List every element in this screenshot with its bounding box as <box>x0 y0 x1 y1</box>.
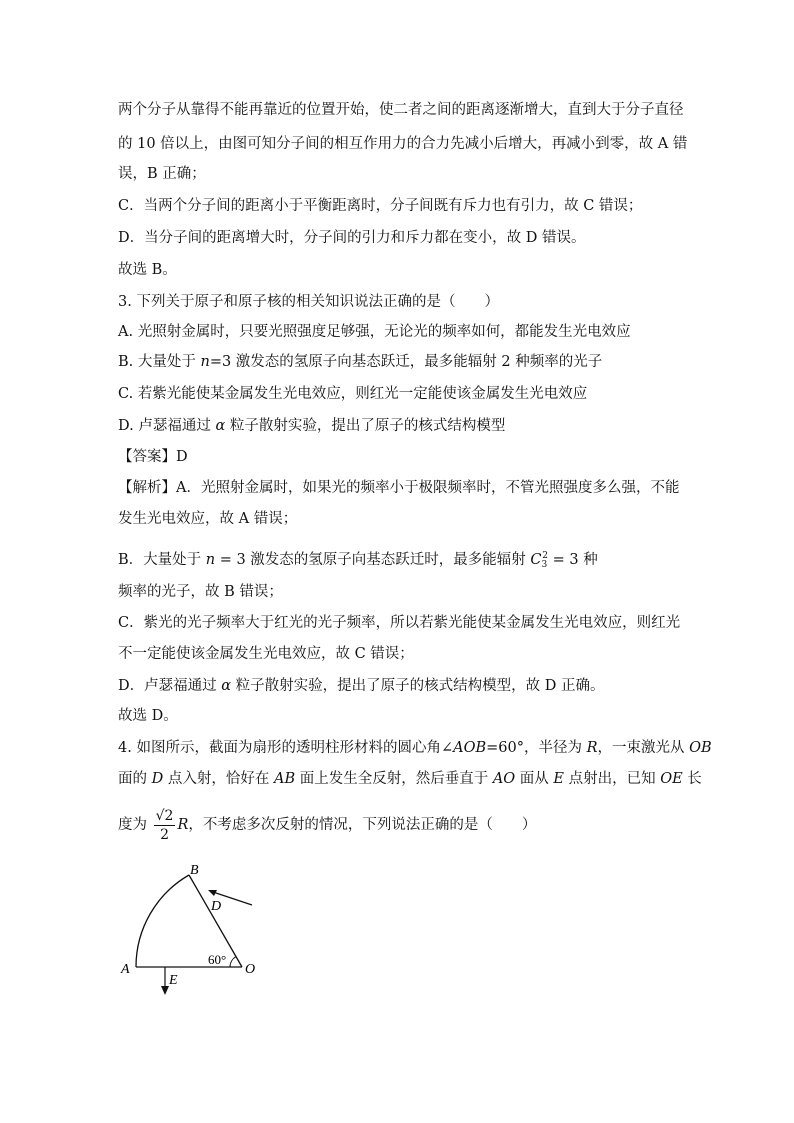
q2-solution-line-1: 两个分子从靠得不能再靠近的位置开始，使二者之间的距离逐渐增大，直到大于分子直径 <box>118 102 684 118</box>
label-o: O <box>245 962 256 977</box>
q3-explanation-line-4: 频率的光子，故 B 错误； <box>118 584 283 600</box>
exit-ray-arrowhead <box>161 986 169 995</box>
arc-ab <box>136 875 189 967</box>
q3-explanation-line-7: D．卢瑟福通过 α 粒子散射实验，提出了原子的核式结构模型，故 D 正确。 <box>118 678 605 694</box>
q4-stem-line-1: 4. 如图所示，截面为扇形的透明柱形材料的圆心角∠AOB=60°，半径为 R，一束激光从 OB <box>118 740 712 756</box>
q3-option-d: D. 卢瑟福通过 α 粒子散射实验，提出了原子的核式结构模型 <box>118 418 506 434</box>
label-e: E <box>169 973 178 988</box>
q3-explanation-line-2: 发生光电效应，故 A 错误； <box>118 511 298 527</box>
q3-option-a: A. 光照射金属时，只要光照强度足够强，无论光的频率如何，都能发生光电效应 <box>118 324 631 340</box>
sector-diagram <box>110 855 280 1000</box>
q2-solution-line-4: C．当两个分子间的距离小于平衡距离时，分子间既有斥力也有引力，故 C 错误； <box>118 198 643 214</box>
q4-stem-line-3: 度为 $\frac{√2}{2}$ R，不考虑多次反射的情况，下列说法正确的是（ ） <box>118 807 537 843</box>
q4-stem-line-2: 面的 D 点入射，恰好在 AB 面上发生全反射，然后垂直于 AO 面从 E 点射出，已知 OE 长 <box>118 771 702 787</box>
q3-stem: 3. 下列关于原子和原子核的相关知识说法正确的是（ ） <box>118 294 499 310</box>
q2-solution-line-2: 的 10 倍以上，由图可知分子间的相互作用力的合力先减小后增大，再减小到零，故 A 错 <box>118 136 688 152</box>
q3-option-c: C. 若紫光能使某金属发生光电效应，则红光一定能使该金属发生光电效应 <box>118 386 588 402</box>
q3-explanation-line-8: 故选 D。 <box>118 708 178 724</box>
q3-option-b: B. 大量处于 n=3 激发态的氢原子向基态跃迁，最多能辐射 2 种频率的光子 <box>118 354 603 370</box>
label-a: A <box>121 962 130 977</box>
q2-solution-line-3: 误，B 正确； <box>118 166 206 182</box>
angle-arc-o <box>230 957 236 967</box>
q2-solution-line-6: 故选 B。 <box>118 262 177 278</box>
label-angle-60: 60° <box>208 952 227 967</box>
q3-explanation-line-3: B．大量处于 n = 3 激发态的氢原子向基态跃迁时，最多能辐射 $C_3^2 = 3$ 种 <box>118 551 598 570</box>
q2-solution-line-5: D．当分子间的距离增大时，分子间的引力和斥力都在变小，故 D 错误。 <box>118 230 586 246</box>
label-d: D <box>211 899 222 914</box>
q3-explanation-line-6: 不一定能使该金属发生光电效应，故 C 错误； <box>118 646 414 662</box>
label-b: B <box>190 863 199 878</box>
q3-explanation-line-1: 【解析】A．光照射金属时，如果光的频率小于极限频率时，不管光照强度多么强，不能 <box>118 480 680 496</box>
fraction-sqrt2-over-2: $\frac{√2}{2}$ <box>155 807 174 843</box>
q3-explanation-line-5: C．紫光的光子频率大于红光的光子频率，所以若紫光能使某金属发生光电效应，则红光 <box>118 615 681 631</box>
q3-answer: 【答案】D <box>118 449 188 465</box>
